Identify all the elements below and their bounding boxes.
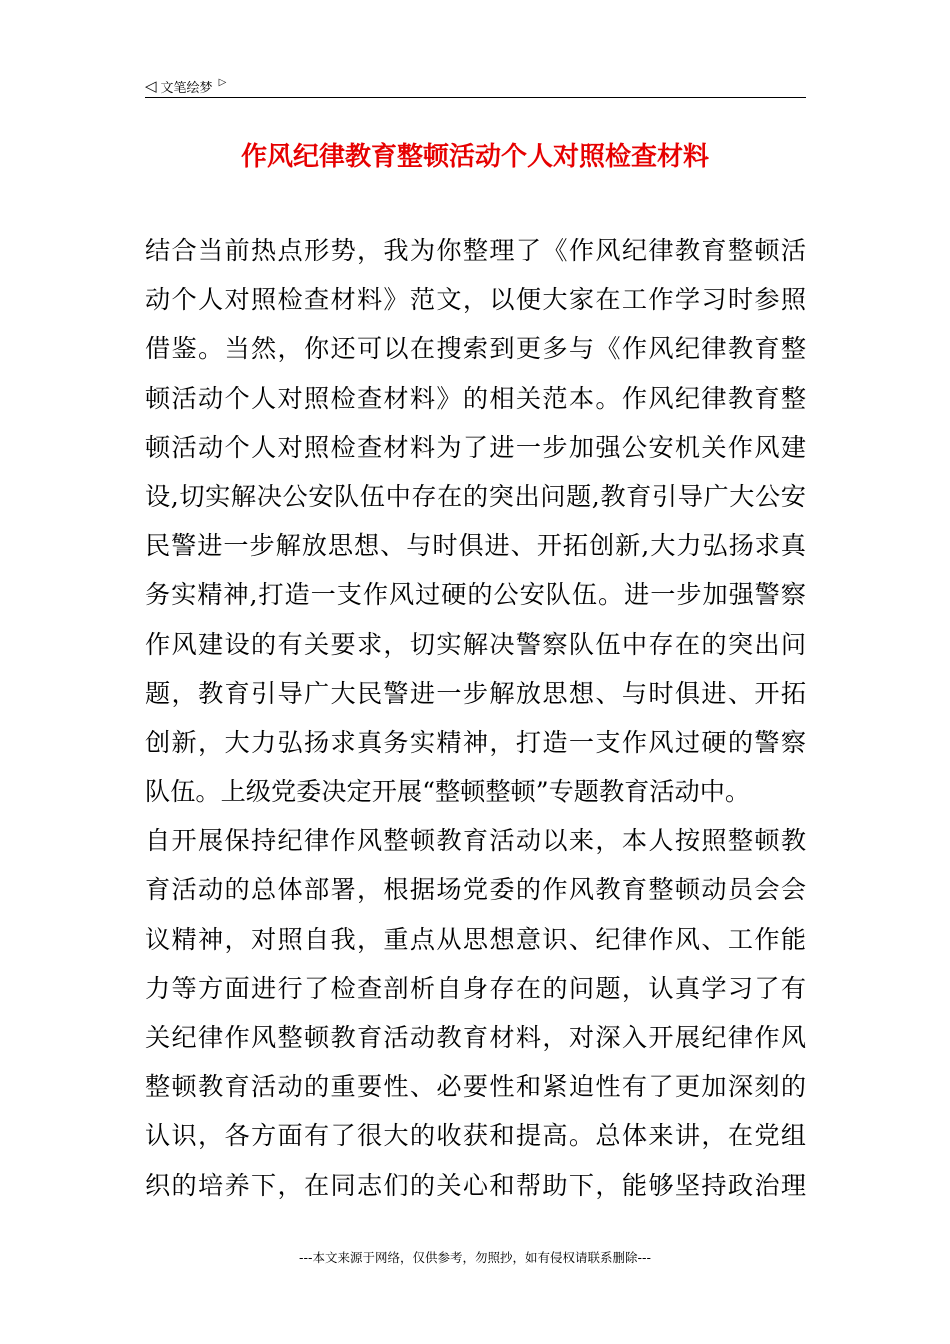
triangle-left-icon: ◁ bbox=[145, 76, 157, 95]
body-line: 顿活动个人对照检查材料为了进一步加强公安机关作风建 bbox=[145, 432, 806, 462]
header-divider bbox=[145, 97, 806, 98]
body-line: 结合当前热点形势，我为你整理了《作风纪律教育整顿活 bbox=[145, 236, 806, 265]
body-line: 育活动的总体部署，根据场党委的作风教育整顿动员会会 bbox=[145, 875, 806, 905]
document-header bbox=[145, 74, 226, 98]
footer-disclaimer: ---本文来源于网络，仅供参考，勿照抄，如有侵权请联系删除--- bbox=[298, 1250, 652, 1265]
body-line: 织的培养下，在同志们的关心和帮助下，能够坚持政治理 bbox=[145, 1170, 806, 1200]
body-line: 动个人对照检查材料》范文，以便大家在工作学习时参照 bbox=[145, 285, 806, 315]
brand-label: 文笔绘梦 bbox=[160, 80, 213, 96]
body-line: 力等方面进行了检查剖析自身存在的问题，认真学习了有 bbox=[145, 973, 806, 1003]
body-line: 顿活动个人对照检查材料》的相关范本。作风纪律教育整 bbox=[145, 383, 806, 413]
body-line: 认识，各方面有了很大的收获和提高。总体来讲，在党组 bbox=[145, 1121, 806, 1151]
body-line: 设,切实解决公安队伍中存在的突出问题,教育引导广大公安 bbox=[145, 481, 806, 511]
body-line: 务实精神,打造一支作风过硬的公安队伍。进一步加强警察 bbox=[145, 580, 806, 610]
body-line: 队伍。上级党委决定开展“整顿整顿”专题教育活动中。 bbox=[145, 777, 751, 807]
triangle-right-icon: ▷ bbox=[218, 77, 227, 88]
body-line: 民警进一步解放思想、与时俱进、开拓创新,大力弘扬求真 bbox=[145, 531, 806, 561]
body-line: 关纪律作风整顿教育活动教育材料，对深入开展纪律作风 bbox=[145, 1023, 806, 1052]
body-line: 自开展保持纪律作风整顿教育活动以来，本人按照整顿教 bbox=[145, 826, 806, 856]
body-line: 议精神，对照自我，重点从思想意识、纪律作风、工作能 bbox=[145, 924, 806, 954]
document-title: 作风纪律教育整顿活动个人对照检查材料 bbox=[240, 142, 709, 172]
body-line: 题，教育引导广大民警进一步解放思想、与时俱进、开拓 bbox=[145, 678, 806, 708]
body-line: 借鉴。当然，你还可以在搜索到更多与《作风纪律教育整 bbox=[145, 334, 806, 364]
document-body bbox=[145, 226, 806, 1210]
body-line: 作风建设的有关要求，切实解决警察队伍中存在的突出问 bbox=[145, 629, 806, 659]
body-line: 整顿教育活动的重要性、必要性和紧迫性有了更加深刻的 bbox=[145, 1072, 806, 1102]
body-line: 创新，大力弘扬求真务实精神，打造一支作风过硬的警察 bbox=[145, 727, 806, 757]
